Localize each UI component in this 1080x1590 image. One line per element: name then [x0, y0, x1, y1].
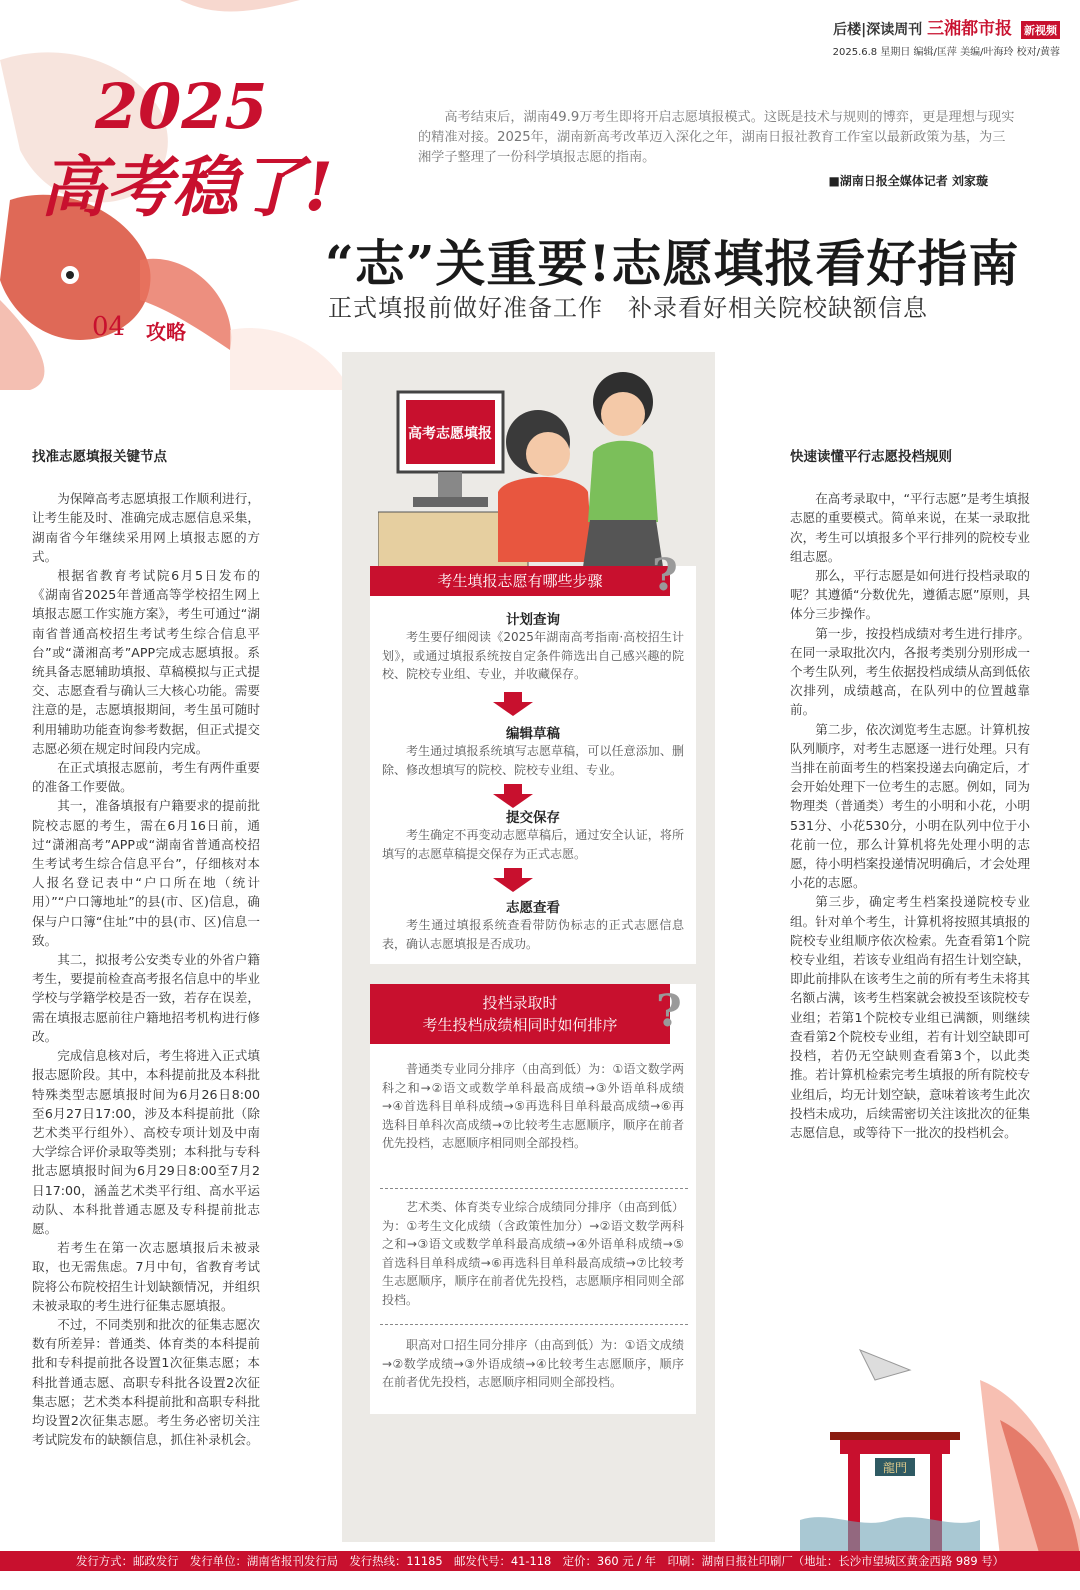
steps-banner: 考生填报志愿有哪些步骤 [370, 566, 670, 596]
screen-text: 高考志愿填报 [408, 426, 492, 442]
right-column-title: 快速读懂平行志愿投档规则 [790, 449, 952, 465]
byline: ■湖南日报全媒体记者 刘家璇 [828, 174, 988, 188]
step-body: 考生确定不再变动志愿草稿后，通过安全认证，将所填写的志愿草稿提交保存为正式志愿。 [382, 828, 684, 861]
dragon-gate-artwork [800, 1320, 1080, 1556]
left-paragraph: 不过，不同类别和批次的征集志愿次数有所差异：普通类、体育类的本科提前批和专科提前批各设置1次征集志愿；本科批普通志愿、高职专科批各设置2次征集志愿；艺术类本科提前批和高职专科批均设置2次征集志愿。考生务必密切关注考试院发布的缺额信息，抓住补录机会。 [32, 1316, 260, 1448]
masthead [833, 14, 1060, 58]
section-number: 04 [92, 312, 126, 342]
section-label: 攻略 [146, 320, 186, 344]
students-illustration [378, 362, 678, 574]
right-paragraph: 在高考录取中，“平行志愿”是考生填报志愿的重要模式。简单来说，在某一录取批次，考生可以填报多个平行排列的院校专业组志愿。 [790, 491, 1030, 564]
left-paragraph: 其一，准备填报有户籍要求的提前批院校志愿的考生，需在6月16日前，通过“潇湘高考”APP或“湖南省普通高校招生考试考生综合信息平台”，仔细核对本人报名登记表中“户口所在地（统计用）”“户口簿地址”的县(市、区)信息，确保与户口簿“住址”中的县(市、区)信息一致。 [32, 798, 260, 948]
question-mark-icon: ? [652, 550, 678, 601]
step-title: 志愿查看 [506, 900, 560, 916]
right-paragraph: 那么，平行志愿是如何进行投档录取的呢？其遵循“分数优先，遵循志愿”原则，具体分三步操作。 [790, 568, 1030, 622]
slogan-calligraphy: 高考稳了! [40, 148, 333, 226]
ranking-banner-line2: 考生投档成绩相同时如何排序 [422, 1016, 618, 1034]
ranking-banner-line1: 投档录取时 [482, 994, 558, 1012]
step-title: 计划查询 [506, 612, 560, 628]
right-column [790, 448, 1030, 1142]
left-paragraph: 为保障高考志愿填报工作顺利进行，让考生能及时、准确完成志愿信息采集，湖南省今年继续采用网上填报志愿的方式。 [32, 491, 260, 564]
left-column-title: 找准志愿填报关键节点 [32, 449, 167, 465]
left-column [32, 448, 260, 1449]
year-calligraphy: 2025 [95, 70, 268, 143]
subheadline: 正式填报前做好准备工作 补录看好相关院校缺额信息 [328, 294, 928, 322]
left-paragraph: 根据省教育考试院6月5日发布的《湖南省2025年普通高等学校招生网上填报志愿工作实施方案》，考生可通过“湖南省普通高校招生考试考生综合信息平台”或“潇湘高考”APP完成志愿填报。系统具备志愿辅助填报、草稿模拟与正式提交、志愿查看与确认三大核心功能。需要注意的是，志愿填报期间，考生虽可随时利用辅助功能查询参考数据，但正式提交志愿必须在规定时间段内完成。 [32, 568, 260, 756]
masthead-section: 后楼|深读周刊 [833, 22, 923, 38]
left-paragraph: 在正式填报志愿前，考生有两件重要的准备工作要做。 [32, 760, 260, 795]
headline: “志”关重要!志愿填报看好指南 [325, 234, 1020, 293]
masthead-tag: 新视频 [1021, 21, 1060, 39]
left-paragraph: 其二，拟报考公安类专业的外省户籍考生，要提前检查高考报名信息中的毕业学校与学籍学校是否一致，若存在误差，需在填报志愿前往户籍地招考机构进行修改。 [32, 952, 260, 1044]
step-body: 考生要仔细阅读《2025年湖南高考指南·高校招生计划》，或通过填报系统按自定条件筛选出自己感兴趣的院校、院校专业组、专业，并收藏保存。 [382, 630, 684, 681]
masthead-meta: 2025.6.8 星期日 编辑/匡萍 美编/叶海玲 校对/黄蓉 [832, 47, 1060, 58]
gate-text: 龍門 [882, 1461, 908, 1475]
left-paragraph: 完成信息核对后，考生将进入正式填报志愿阶段。其中，本科提前批及本科批特殊类型志愿填报时间为6月26日8:00至6月27日17:00，涉及本科提前批（除艺术类平行组外）、高校专项计划及中南大学综合评价录取等类别；本科批与专科批志愿填报时间为6月29日8:00至7月2日17:00，涵盖艺术类平行组、高水平运动队、本科批普通志愿及专科提前批志愿。 [32, 1048, 260, 1236]
step-body: 考生通过填报系统填写志愿草稿，可以任意添加、删除、修改想填写的院校、院校专业组、专业。 [382, 744, 684, 777]
ranking-rule: 艺术类、体育类专业综合成绩同分排序（由高到低）为：①考生文化成绩（含政策性加分）→②语文数学两科之和→③语文或数学单科最高成绩→④外语单科成绩→⑤首选科目单科成绩→⑥再选科目单科最高成绩→⑦比较考生志愿顺序，顺序在前者优先投档，志愿顺序相同则全部投档。 [382, 1200, 684, 1307]
masthead-brand: 三湘都市报 [927, 19, 1013, 39]
right-paragraph: 第二步，依次浏览考生志愿。计算机按队列顺序，对考生志愿逐一进行处理。只有当排在前面考生的档案投递去向确定后，才会开始处理下一位考生的志愿。例如，同为物理类（普通类）考生的小明和小花，小明531分、小花530分，小明在队列中位于小花前一位，那么计算机将先处理小明的志愿，待小明档案投递情况明确后，才会处理小花的志愿。 [790, 721, 1030, 891]
ranking-banner [370, 984, 670, 1044]
step-title: 提交保存 [506, 810, 560, 826]
ranking-rule: 普通类专业同分排序（由高到低）为：①语文数学两科之和→②语文或数学单科最高成绩→③外语单科成绩→④首选科目单科成绩→⑤再选科目单科最高成绩→⑥再选科目单科次高成绩→⑦比较考生志愿顺序，顺序在前者优先投档，志愿顺序相同则全部投档。 [382, 1062, 684, 1150]
dashed-divider [380, 1188, 688, 1189]
right-paragraph: 第三步，确定考生档案投递院校专业组。针对单个考生，计算机将按照其填报的院校专业组顺序依次检索。先查看第1个院校专业组，若该专业组尚有招生计划空缺，即此前排队在该考生之前的所有考生未将其名额占满，该考生档案就会被投至该院校专业组；若第1个院校专业组已满额，则继续查看第2个院校专业组，若有计划空缺即可投档，若仍无空缺则查看第3个，以此类推。若计算机检索完考生填报的所有院校专业组后，均无计划空缺，意味着该考生此次投档未成功，后续需密切关注该批次的征集志愿信息，或等待下一批次的投档机会。 [790, 894, 1030, 1140]
lead-paragraph: 高考结束后，湖南49.9万考生即将开启志愿填报模式。这既是技术与规则的博弈，更是理想与现实的精准对接。2025年，湖南新高考改革迈入深化之年，湖南日报社教育工作室以最新政策为基，为三湘学子整理了一份科学填报志愿的指南。 [418, 110, 1015, 165]
left-paragraph: 若考生在第一次志愿填报后未被录取，也无需焦虑。7月中旬，省教育考试院将公布院校招生计划缺额情况，并组织未被录取的考生进行征集志愿填报。 [32, 1240, 260, 1313]
right-paragraph: 第一步，按投档成绩对考生进行排序。在同一录取批次内，各报考类别分别形成一个考生队列，考生依据投档成绩从高到低依次排列，成绩越高，在队列中的位置越靠前。 [790, 625, 1030, 718]
step-body: 考生通过填报系统查看带防伪标志的正式志愿信息表，确认志愿填报是否成功。 [382, 918, 684, 951]
ranking-rule: 职高对口招生同分排序（由高到低）为：①语文成绩→②数学成绩→③外语成绩→④比较考生志愿顺序，顺序在前者优先投档，志愿顺序相同则全部投档。 [382, 1338, 684, 1389]
question-mark-icon: ? [656, 986, 682, 1037]
footer-bar: 发行方式：邮政发行 发行单位：湖南省报刊发行局 发行热线：11185 邮发代号：41-118 定价：360 元 / 年 印刷：湖南日报社印刷厂（地址：长沙市望城区黄金西路 989 号） [0, 1551, 1080, 1571]
step-title: 编辑草稿 [506, 726, 560, 742]
dashed-divider [380, 1324, 688, 1325]
